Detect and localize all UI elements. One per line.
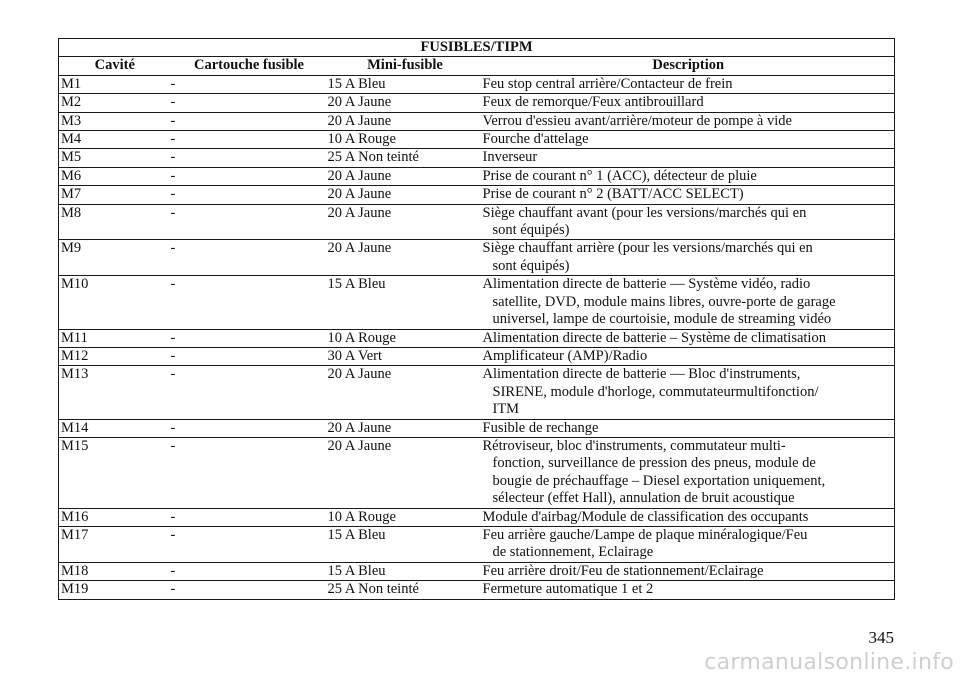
mini-fuse-cell: 15 A Bleu [328, 276, 483, 329]
description-line: universel, lampe de courtoisie, module de streaming vidéo [492, 311, 832, 328]
description-line: ITM [492, 401, 520, 418]
description-line: Amplificateur (AMP)/Radio [482, 347, 648, 364]
cartridge-fuse-cell: - [171, 131, 328, 149]
cartridge-fuse-cell: - [171, 240, 328, 276]
mini-fuse-cell: 20 A Jaune [328, 366, 483, 419]
description-line: Feu stop central arrière/Contacteur de frein [482, 75, 733, 92]
description-line: Inverseur [482, 149, 538, 166]
cartridge-fuse-cell: - [171, 508, 328, 526]
header-cartridge-fuse: Cartouche fusible [171, 57, 328, 75]
description-line: Feu arrière droit/Feu de stationnement/Eclairage [482, 562, 764, 579]
cavity-cell: M19 [59, 581, 171, 599]
description-line: Alimentation directe de batterie — Système vidéo, radio [482, 276, 811, 293]
description-line: satellite, DVD, module mains libres, ouvre-porte de garage [492, 293, 836, 310]
cartridge-fuse-cell: - [171, 149, 328, 167]
description-cell [483, 94, 895, 112]
description-line: Prise de courant n° 1 (ACC), détecteur de pluie [482, 167, 757, 184]
mini-fuse-cell: 20 A Jaune [328, 186, 483, 204]
description-cell [483, 276, 895, 329]
cartridge-fuse-cell: - [171, 419, 328, 437]
page-number: 345 [868, 628, 894, 647]
cavity-cell: M15 [59, 437, 171, 508]
mini-fuse-cell: 25 A Non teinté [328, 581, 483, 599]
description-cell [483, 75, 895, 93]
description-cell [483, 347, 895, 365]
mini-fuse-cell: 20 A Jaune [328, 204, 483, 240]
cartridge-fuse-cell: - [171, 437, 328, 508]
cartridge-fuse-cell: - [171, 186, 328, 204]
mini-fuse-cell: 20 A Jaune [328, 437, 483, 508]
cavity-cell: M13 [59, 366, 171, 419]
description-cell [483, 366, 895, 419]
mini-fuse-cell: 20 A Jaune [328, 167, 483, 185]
description-cell [483, 419, 895, 437]
description-line: Siège chauffant arrière (pour les versions/marchés qui en [482, 240, 813, 257]
table-row [59, 131, 895, 149]
cavity-cell: M17 [59, 526, 171, 562]
description-line: de stationnement, Eclairage [492, 544, 654, 561]
mini-fuse-cell: 10 A Rouge [328, 508, 483, 526]
cavity-cell: M8 [59, 204, 171, 240]
table-header-row [59, 57, 895, 75]
description-line: SIRENE, module d'horloge, commutateurmultifonction/ [492, 383, 819, 400]
description-cell [483, 562, 895, 580]
description-cell [483, 329, 895, 347]
description-line: Siège chauffant avant (pour les versions/marchés qui en [482, 204, 807, 221]
cartridge-fuse-cell: - [171, 112, 328, 130]
description-line: Alimentation directe de batterie – Système de climatisation [482, 329, 826, 346]
cartridge-fuse-cell: - [171, 329, 328, 347]
cartridge-fuse-cell: - [171, 167, 328, 185]
description-line: sélecteur (effet Hall), annulation de bruit acoustique [492, 490, 795, 507]
cavity-cell: M2 [59, 94, 171, 112]
mini-fuse-cell: 10 A Rouge [328, 131, 483, 149]
cavity-cell: M6 [59, 167, 171, 185]
mini-fuse-cell: 20 A Jaune [328, 419, 483, 437]
cavity-cell: M7 [59, 186, 171, 204]
mini-fuse-cell: 20 A Jaune [328, 240, 483, 276]
table-row [59, 581, 895, 599]
table-row [59, 347, 895, 365]
description-cell [483, 149, 895, 167]
cartridge-fuse-cell: - [171, 94, 328, 112]
table-row [59, 240, 895, 276]
cartridge-fuse-cell: - [171, 204, 328, 240]
table-row [59, 562, 895, 580]
cartridge-fuse-cell: - [171, 347, 328, 365]
table-row [59, 276, 895, 329]
description-line: sont équipés) [492, 222, 570, 239]
table-row [59, 508, 895, 526]
table-row [59, 437, 895, 508]
description-line: Module d'airbag/Module de classification des occupants [482, 508, 809, 525]
description-cell [483, 508, 895, 526]
description-line: Feux de remorque/Feux antibrouillard [482, 94, 704, 111]
watermark-text: carmanualsonline.info [704, 650, 954, 675]
cavity-cell: M12 [59, 347, 171, 365]
description-line: Verrou d'essieu avant/arrière/moteur de pompe à vide [482, 112, 792, 129]
fuse-table [58, 38, 895, 600]
table-row [59, 204, 895, 240]
description-cell [483, 526, 895, 562]
description-cell [483, 167, 895, 185]
table-row [59, 419, 895, 437]
description-cell [483, 112, 895, 130]
table-row [59, 112, 895, 130]
cavity-cell: M4 [59, 131, 171, 149]
table-row [59, 186, 895, 204]
cartridge-fuse-cell: - [171, 526, 328, 562]
cavity-cell: M3 [59, 112, 171, 130]
cavity-cell: M1 [59, 75, 171, 93]
description-line: Fusible de rechange [482, 419, 599, 436]
header-cavity: Cavité [59, 57, 171, 75]
cartridge-fuse-cell: - [171, 562, 328, 580]
table-row [59, 75, 895, 93]
cavity-cell: M18 [59, 562, 171, 580]
description-line: fonction, surveillance de pression des pneus, module de [492, 455, 816, 472]
mini-fuse-cell: 15 A Bleu [328, 75, 483, 93]
table-body [59, 75, 895, 599]
mini-fuse-cell: 15 A Bleu [328, 562, 483, 580]
description-cell [483, 240, 895, 276]
mini-fuse-cell: 20 A Jaune [328, 94, 483, 112]
description-line: Prise de courant n° 2 (BATT/ACC SELECT) [482, 186, 744, 203]
cartridge-fuse-cell: - [171, 581, 328, 599]
mini-fuse-cell: 30 A Vert [328, 347, 483, 365]
description-line: sont équipés) [492, 257, 570, 274]
description-cell [483, 581, 895, 599]
description-line: Feu arrière gauche/Lampe de plaque minéralogique/Feu [482, 526, 808, 543]
description-line: Alimentation directe de batterie — Bloc d'instruments, [482, 366, 801, 383]
mini-fuse-cell: 10 A Rouge [328, 329, 483, 347]
mini-fuse-cell: 20 A Jaune [328, 112, 483, 130]
description-cell [483, 131, 895, 149]
cavity-cell: M11 [59, 329, 171, 347]
header-mini-fuse: Mini-fusible [328, 57, 483, 75]
table-title-row [59, 39, 895, 57]
description-cell [483, 204, 895, 240]
description-line: Rétroviseur, bloc d'instruments, commutateur multi- [482, 437, 786, 454]
cavity-cell: M5 [59, 149, 171, 167]
cavity-cell: M9 [59, 240, 171, 276]
description-line: Fourche d'attelage [482, 131, 589, 148]
description-cell [483, 186, 895, 204]
cavity-cell: M14 [59, 419, 171, 437]
cartridge-fuse-cell: - [171, 75, 328, 93]
cartridge-fuse-cell: - [171, 276, 328, 329]
header-description: Description [483, 57, 895, 75]
cartridge-fuse-cell: - [171, 366, 328, 419]
table-row [59, 167, 895, 185]
table-row [59, 329, 895, 347]
mini-fuse-cell: 25 A Non teinté [328, 149, 483, 167]
mini-fuse-cell: 15 A Bleu [328, 526, 483, 562]
table-title: FUSIBLES/TIPM [59, 39, 895, 57]
cavity-cell: M10 [59, 276, 171, 329]
table-row [59, 149, 895, 167]
table-row [59, 366, 895, 419]
cavity-cell: M16 [59, 508, 171, 526]
description-cell [483, 437, 895, 508]
table-row [59, 526, 895, 562]
description-line: bougie de préchauffage – Diesel exportation uniquement, [492, 472, 826, 489]
description-line: Fermeture automatique 1 et 2 [482, 581, 654, 598]
table-row [59, 94, 895, 112]
